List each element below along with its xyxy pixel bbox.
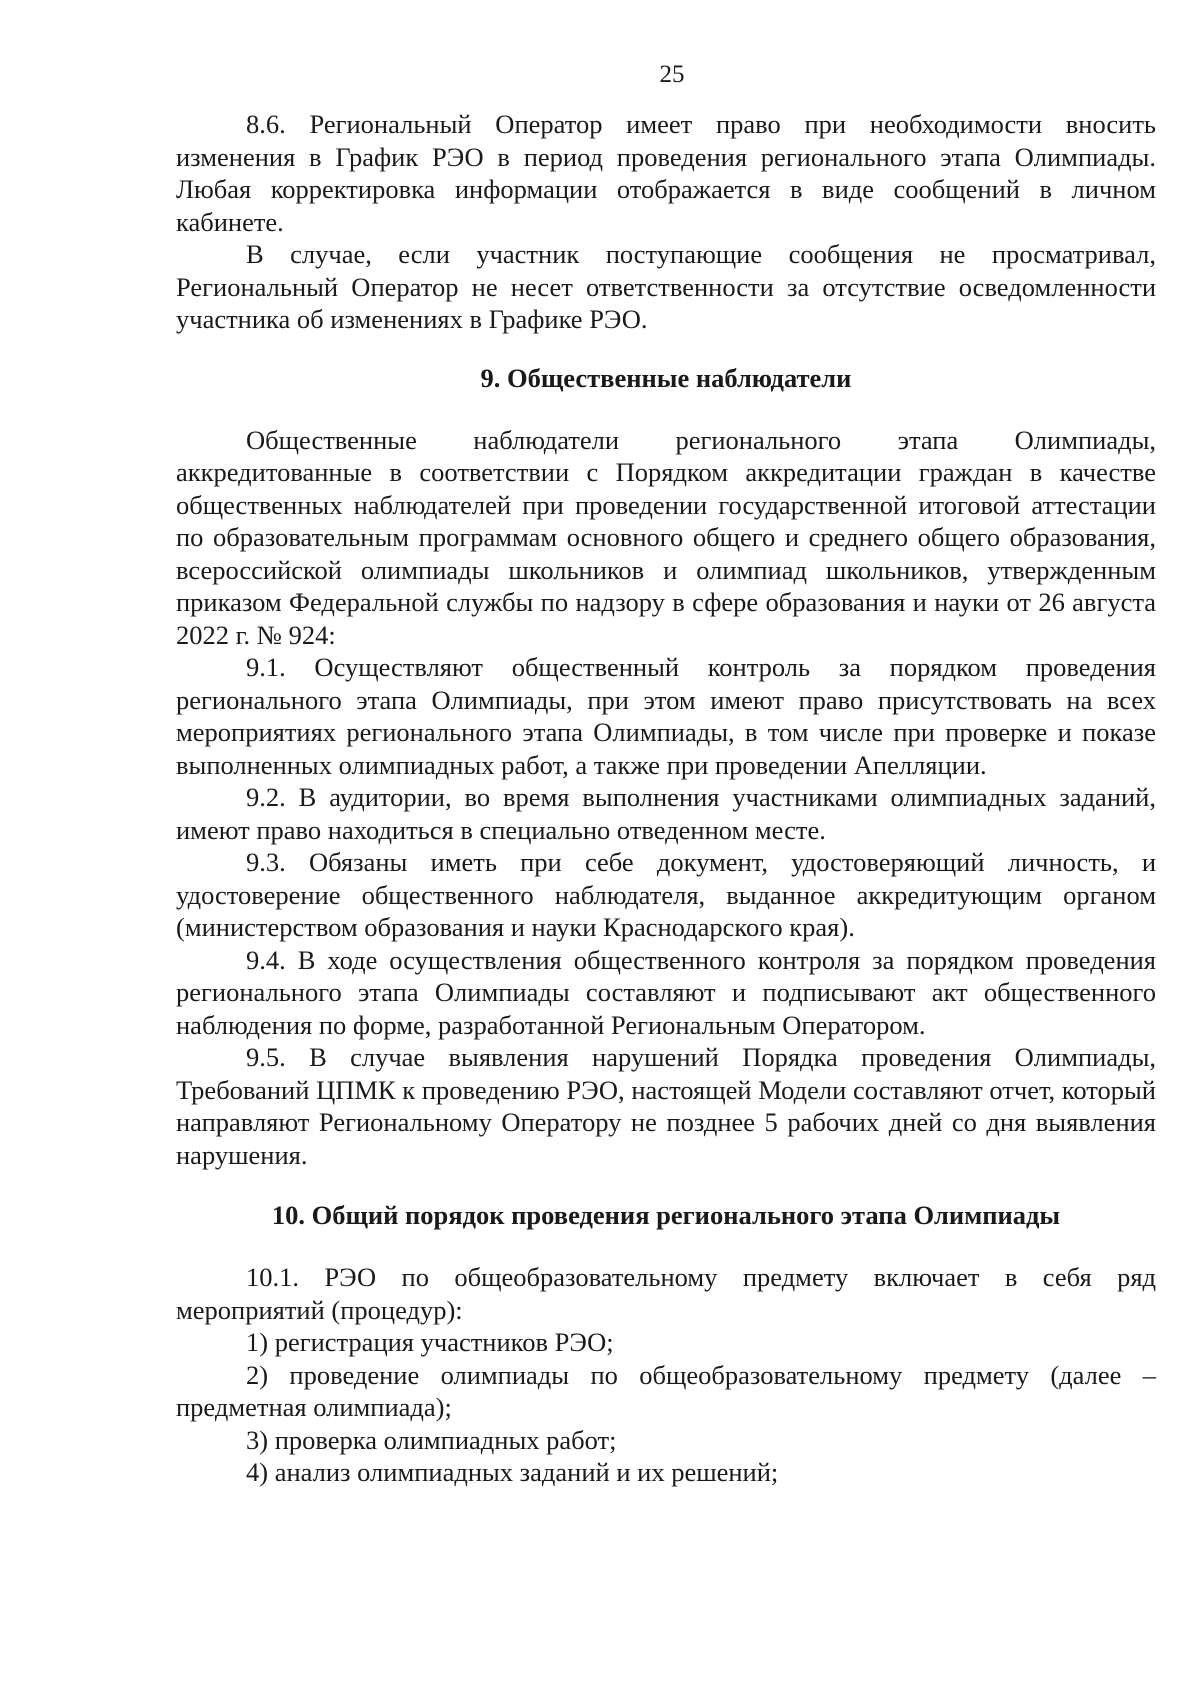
section-10-heading: 10. Общий порядок проведения регионального этапа Олимпиады [271, 1200, 1061, 1230]
document-page [176, 60, 1156, 1489]
paragraph-9-2: 9.2. В аудитории, во время выполнения участниками олимпиадных заданий, имеют право находиться в специально отведенном месте. [176, 782, 1156, 845]
paragraph-9-4: 9.4. В ходе осуществления общественного контроля за порядком проведения регионального этапа Олимпиады составляют и подписывают акт общественного наблюдения по форме, разработанной Региональным Оператором. [176, 944, 1156, 1040]
list-item-analysis: 4) анализ олимпиадных заданий и их решений; [246, 1457, 779, 1487]
paragraph-responsibility: В случае, если участник поступающие сообщения не просматривал, Региональный Оператор не несет ответственности за отсутствие осведомленности участника об изменениях в Графике РЭО. [176, 239, 1156, 334]
section-9-heading: 9. Общественные наблюдатели [480, 362, 852, 393]
paragraph-8-6: 8.6. Региональный Оператор имеет право при необходимости вносить изменения в График РЭО в период проведения регионального этапа Олимпиады. Любая корректировка информации отображается в виде сообщений в личном кабинете. [176, 109, 1156, 237]
paragraph-9-1: 9.1. Осуществляют общественный контроль за порядком проведения регионального этапа Олимпиады, при этом имеют право присутствовать на всех мероприятиях регионального этапа Олимпиады, в том числе при проверке и показе выполненных олимпиадных работ, а также при проведении Апелляции. [176, 652, 1156, 780]
paragraph-observers-intro: Общественные наблюдатели регионального этапа Олимпиады, аккредитованные в соответствии с Порядком аккредитации граждан в качестве общественных наблюдателей при проведении государственной итоговой аттестации по образовательным программам основного общего и среднего общего образования, всероссийской олимпиады школьников и олимпиад школьников, утвержденным приказом Федеральной службы по надзору в сфере образования и науки от 26 августа 2022 г. № 924: [176, 424, 1156, 650]
list-item-conducting: 2) проведение олимпиады по общеобразовательному предмету (далее – предметная олимпиада); [176, 1359, 1156, 1422]
list-item-checking: 3) проверка олимпиадных работ; [246, 1424, 617, 1455]
paragraph-9-5: 9.5. В случае выявления нарушений Порядка проведения Олимпиады, Требований ЦПМК к проведению РЭО, настоящей Модели составляют отчет, который направляют Региональному Оператору не позднее 5 рабочих дней со дня выявления нарушения. [176, 1042, 1156, 1170]
page-number: 25 [659, 61, 685, 88]
list-item-registration: 1) регистрация участников РЭО; [246, 1327, 614, 1357]
paragraph-9-3: 9.3. Обязаны иметь при себе документ, удостоверяющий личность, и удостоверение общественного наблюдателя, выданное аккредитующим органом (министерством образования и науки Краснодарского края). [176, 847, 1156, 942]
paragraph-10-1: 10.1. РЭО по общеобразовательному предмету включает в себя ряд мероприятий (процедур): [176, 1262, 1156, 1325]
